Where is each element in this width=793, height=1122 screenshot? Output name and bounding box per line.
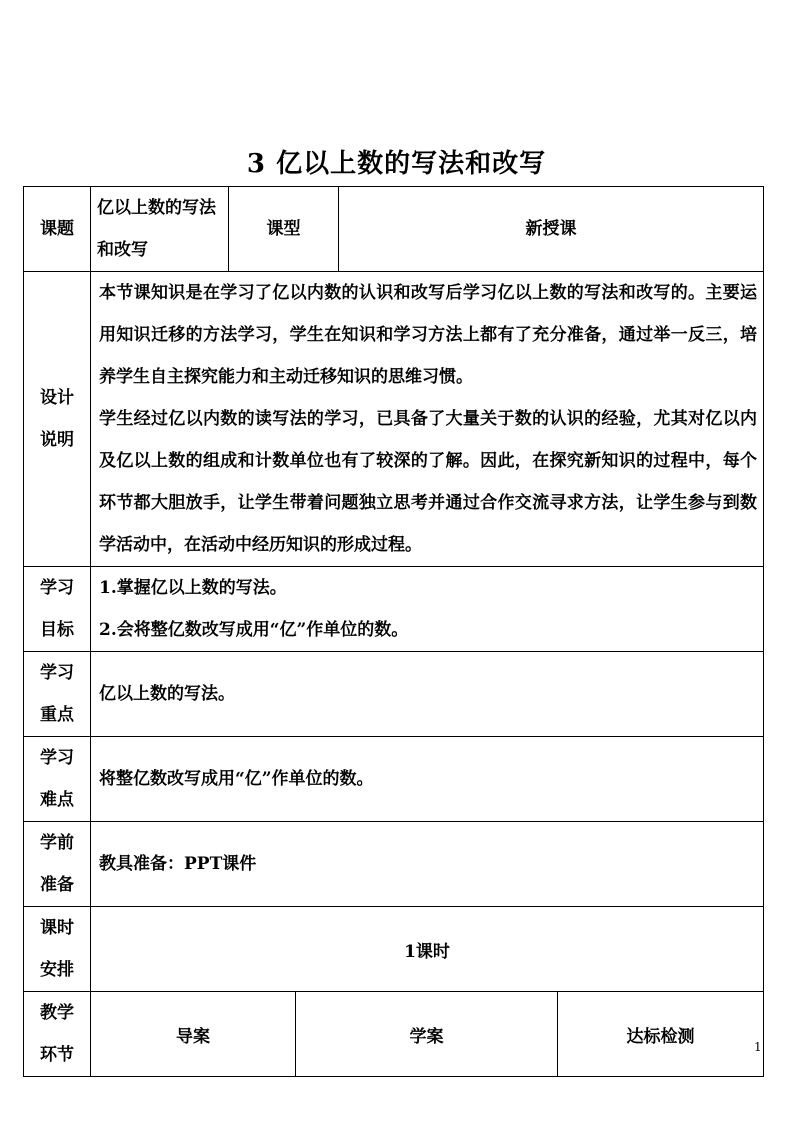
- difficulty-text: 将整亿数改写成用“亿”作单位的数。: [91, 737, 764, 822]
- design-paragraph-1: 本节课知识是在学习了亿以内数的认识和改写后学习亿以上数的写法和改写的。主要运用知识迁移的方法学习，学生在知识和学习方法上都有了充分准备，通过举一反三，培养学生自主探究能力和主动迁移知识的思维习惯。: [99, 283, 758, 387]
- lesson-plan-table: [23, 186, 764, 1077]
- key-point-label: [24, 652, 91, 737]
- teaching-label-line2: 环节: [40, 1045, 74, 1065]
- teaching-label-line1: 教学: [40, 1003, 74, 1023]
- teaching-label: [24, 992, 91, 1077]
- preparation-label: [24, 822, 91, 907]
- difficulty-label-line1: 学习: [40, 748, 74, 768]
- preparation-label-line2: 准备: [40, 875, 74, 895]
- page-title: 3 亿以上数的写法和改写: [246, 149, 547, 179]
- topic-label: 课题: [24, 187, 91, 272]
- page-number: 1: [754, 1040, 762, 1054]
- header-row: [24, 187, 764, 272]
- key-point-label-line2: 重点: [40, 705, 74, 725]
- goals-label-line2: 目标: [40, 620, 74, 640]
- schedule-label: [24, 907, 91, 992]
- schedule-label-line2: 安排: [40, 960, 74, 980]
- difficulty-label-line2: 难点: [40, 790, 74, 810]
- key-point-row: [24, 652, 764, 737]
- design-text: [91, 272, 764, 567]
- teaching-col-assessment: 达标检测: [558, 992, 764, 1077]
- teaching-col-study: 学案: [296, 992, 558, 1077]
- design-label-line1: 设计: [40, 388, 74, 408]
- goals-row: [24, 567, 764, 652]
- schedule-text: 1课时: [91, 907, 764, 992]
- preparation-label-line1: 学前: [40, 833, 74, 853]
- difficulty-row: [24, 737, 764, 822]
- topic-value: 亿以上数的写法和改写: [91, 187, 229, 272]
- preparation-text: 教具准备：PPT课件: [91, 822, 764, 907]
- schedule-label-line1: 课时: [40, 918, 74, 938]
- design-label-line2: 说明: [40, 430, 74, 450]
- design-label: [24, 272, 91, 567]
- teaching-row: [24, 992, 764, 1077]
- key-point-label-line1: 学习: [40, 663, 74, 683]
- design-paragraph-2: 学生经过亿以内数的读写法的学习，已具备了大量关于数的认识的经验，尤其对亿以内及亿以上数的组成和计数单位也有了较深的了解。因此，在探究新知识的过程中，每个环节都大胆放手，让学生带着问题独立思考并通过合作交流寻求方法，让学生参与到数学活动中，在活动中经历知识的形成过程。: [99, 409, 758, 555]
- design-row: [24, 272, 764, 567]
- teaching-col-guide: 导案: [91, 992, 296, 1077]
- type-value: 新授课: [339, 187, 764, 272]
- schedule-row: [24, 907, 764, 992]
- type-label: 课型: [229, 187, 339, 272]
- key-point-text: 亿以上数的写法。: [91, 652, 764, 737]
- goal-item-1: 1.掌握亿以上数的写法。: [99, 578, 287, 598]
- goals-label: [24, 567, 91, 652]
- goals-label-line1: 学习: [40, 578, 74, 598]
- difficulty-label: [24, 737, 91, 822]
- goal-item-2: 2.会将整亿数改写成用“亿”作单位的数。: [99, 620, 409, 640]
- goals-text: [91, 567, 764, 652]
- preparation-row: [24, 822, 764, 907]
